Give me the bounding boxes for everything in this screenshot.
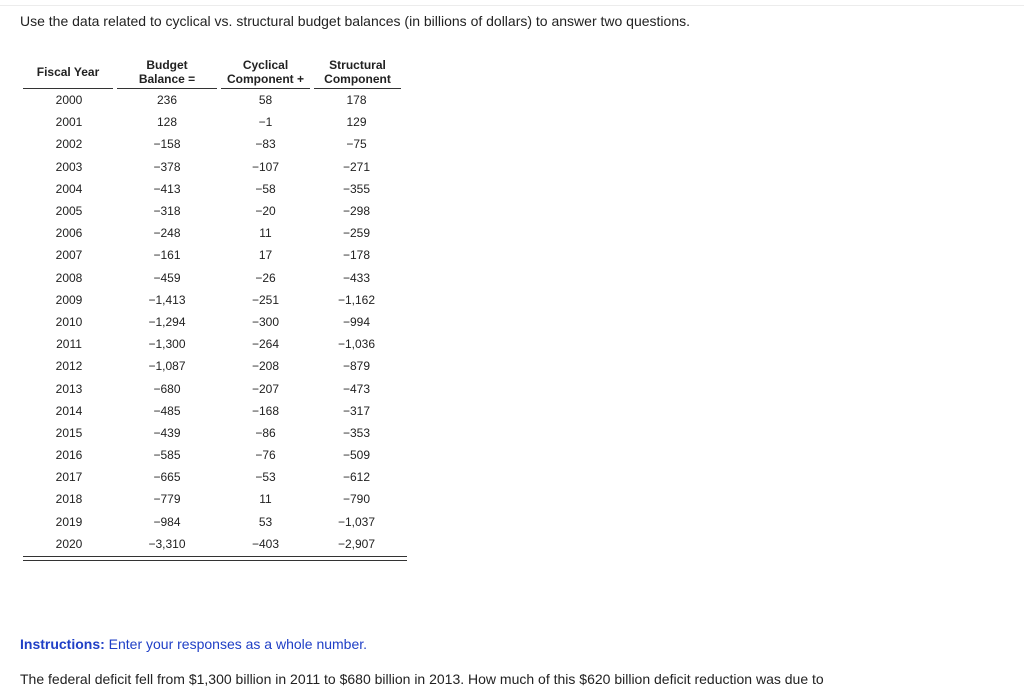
cell-structural-component: −473 (342, 381, 371, 396)
cell-fiscal-year: 2000 (55, 93, 83, 108)
cell-structural-component: −298 (342, 204, 371, 219)
cell-fiscal-year: 2011 (56, 337, 82, 352)
cell-structural-component: −1,036 (337, 337, 376, 352)
cell-budget-balance: −779 (153, 492, 181, 507)
cell-fiscal-year: 2001 (55, 115, 83, 130)
header-fiscal-year: Fiscal Year (23, 56, 115, 89)
cell-budget-balance: −585 (153, 448, 181, 463)
cell-fiscal-year: 2002 (55, 137, 83, 152)
cell-budget-balance: −485 (153, 403, 181, 418)
table-row (23, 222, 401, 244)
cell-structural-component: −509 (342, 448, 371, 463)
cell-cyclical-component: −76 (255, 448, 276, 463)
cell-cyclical-component: 17 (258, 248, 273, 263)
table-row (23, 533, 401, 556)
cell-structural-component: −271 (342, 159, 371, 174)
cell-structural-component: −178 (342, 248, 371, 263)
cell-budget-balance: 236 (156, 93, 178, 108)
table-row (23, 89, 401, 112)
intro-text: Use the data related to cyclical vs. structural budget balances (in billions of dollars) to answer two questions. (20, 13, 691, 29)
cell-structural-component: −879 (342, 359, 371, 374)
cell-structural-component: −75 (346, 137, 367, 152)
cell-structural-component: −433 (342, 270, 371, 285)
cell-budget-balance: −459 (153, 270, 181, 285)
table-row (23, 377, 401, 399)
cell-budget-balance: −318 (153, 204, 181, 219)
cell-fiscal-year: 2018 (55, 492, 83, 507)
cell-budget-balance: −158 (153, 137, 181, 152)
instructions-label: Instructions: (20, 636, 105, 652)
cell-cyclical-component: −208 (251, 359, 280, 374)
cell-cyclical-component: −58 (255, 181, 276, 196)
table-row (23, 355, 401, 377)
cell-budget-balance: −3,310 (148, 536, 186, 551)
cell-budget-balance: −1,413 (148, 292, 186, 307)
cell-fiscal-year: 2012 (55, 359, 83, 374)
cell-fiscal-year: 2017 (55, 470, 83, 485)
cell-fiscal-year: 2005 (55, 204, 83, 219)
cell-budget-balance: −413 (153, 181, 181, 196)
cell-fiscal-year: 2007 (55, 248, 83, 263)
cell-structural-component: 178 (346, 93, 367, 108)
cell-budget-balance: −248 (153, 226, 181, 241)
cell-cyclical-component: −83 (255, 137, 276, 152)
instructions (20, 636, 367, 652)
cell-budget-balance: −161 (153, 248, 181, 263)
cell-fiscal-year: 2004 (55, 181, 83, 196)
cell-cyclical-component: −264 (251, 337, 280, 352)
cell-cyclical-component: −300 (251, 314, 280, 329)
budget-table (23, 56, 407, 561)
cell-budget-balance: 128 (156, 115, 178, 130)
cell-budget-balance: −984 (153, 514, 181, 529)
cell-structural-component: −317 (342, 403, 371, 418)
header-budget-balance: Budget Balance = (115, 56, 219, 89)
cell-budget-balance: −439 (153, 425, 181, 440)
cell-structural-component: 129 (346, 115, 367, 130)
cell-structural-component: −1,037 (337, 514, 376, 529)
cell-cyclical-component: −168 (251, 403, 280, 418)
table-row (23, 267, 401, 289)
cell-budget-balance: −665 (153, 470, 181, 485)
cell-fiscal-year: 2020 (55, 536, 83, 551)
cell-cyclical-component: −207 (251, 381, 280, 396)
cell-fiscal-year: 2016 (55, 448, 83, 463)
cell-fiscal-year: 2008 (55, 270, 83, 285)
table-row (23, 311, 401, 333)
table-row (23, 178, 401, 200)
cell-fiscal-year: 2010 (55, 314, 83, 329)
cell-structural-component: −790 (342, 492, 371, 507)
question-text: The federal deficit fell from $1,300 billion in 2011 to $680 billion in 2013. How much of this $620 billion deficit reduction was due to (20, 671, 824, 687)
cell-structural-component: −994 (342, 314, 371, 329)
table-row (23, 400, 401, 422)
table-row (23, 333, 401, 355)
cell-budget-balance: −1,300 (148, 337, 186, 352)
cell-structural-component: −2,907 (337, 536, 376, 551)
table-bottom-rule (23, 556, 407, 561)
cell-fiscal-year: 2015 (55, 425, 83, 440)
cell-cyclical-component: −53 (255, 470, 276, 485)
cell-structural-component: −1,162 (337, 292, 376, 307)
cell-cyclical-component: 11 (259, 492, 272, 507)
table-row (23, 156, 401, 178)
cell-fiscal-year: 2006 (55, 226, 83, 241)
cell-cyclical-component: −20 (255, 204, 276, 219)
cell-cyclical-component: −26 (255, 270, 276, 285)
cell-cyclical-component: −251 (251, 292, 280, 307)
cell-fiscal-year: 2013 (55, 381, 83, 396)
table-row (23, 200, 401, 222)
header-structural-component: Structural Component (312, 56, 401, 89)
cell-fiscal-year: 2009 (55, 292, 83, 307)
table-row (23, 466, 401, 488)
cell-fiscal-year: 2014 (55, 403, 83, 418)
cell-cyclical-component: −1 (258, 115, 273, 130)
table-row (23, 444, 401, 466)
cell-budget-balance: −680 (153, 381, 181, 396)
cell-structural-component: −259 (342, 226, 371, 241)
cell-structural-component: −355 (342, 181, 371, 196)
table-row (23, 511, 401, 533)
table-row (23, 244, 401, 266)
table-header-row (23, 56, 401, 89)
cell-structural-component: −612 (342, 470, 371, 485)
cell-structural-component: −353 (342, 425, 371, 440)
cell-budget-balance: −1,294 (148, 314, 186, 329)
header-cyclical-component: Cyclical Component + (219, 56, 312, 89)
cell-fiscal-year: 2003 (55, 159, 83, 174)
cell-cyclical-component: −107 (251, 159, 280, 174)
cell-cyclical-component: −403 (251, 536, 280, 551)
cell-cyclical-component: 53 (258, 514, 273, 529)
cell-cyclical-component: 58 (258, 93, 273, 108)
table-row (23, 289, 401, 311)
cell-budget-balance: −378 (153, 159, 181, 174)
instructions-text: Enter your responses as a whole number. (108, 636, 368, 652)
table-row (23, 488, 401, 510)
table-row (23, 422, 401, 444)
cell-cyclical-component: −86 (255, 425, 276, 440)
cell-fiscal-year: 2019 (55, 514, 83, 529)
table-row (23, 111, 401, 133)
cell-budget-balance: −1,087 (148, 359, 186, 374)
cell-cyclical-component: 11 (259, 226, 272, 241)
top-divider (0, 5, 1024, 6)
table-row (23, 133, 401, 155)
